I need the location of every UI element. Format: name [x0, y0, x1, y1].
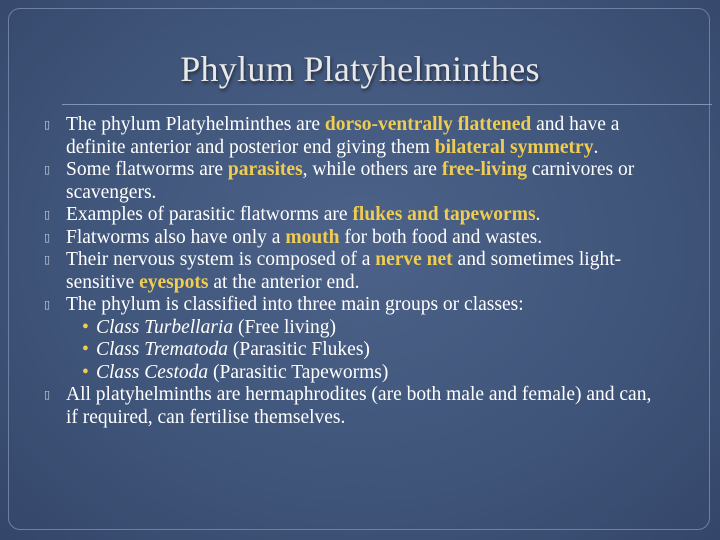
highlight-term: eyespots	[139, 271, 209, 293]
class-list	[66, 317, 662, 385]
bullet-text: Examples of parasitic flatworms are	[66, 204, 353, 225]
highlight-term: flukes and tapeworms	[352, 204, 536, 225]
sub-bullet-icon: •	[82, 339, 89, 360]
highlight-term: parasites	[227, 159, 303, 180]
class-description: (Parasitic Tapeworms)	[208, 361, 389, 383]
bullet-text: and sometimes light-sensitive	[66, 249, 622, 293]
title-divider	[62, 104, 712, 105]
class-name: Class Cestoda	[96, 361, 209, 383]
bullet-marker-icon: ▯	[44, 119, 51, 131]
sub-bullet-icon: •	[82, 316, 89, 338]
highlight-term: nerve net	[375, 249, 453, 270]
bullet-text: at the anterior end.	[208, 271, 360, 293]
bullet-item	[44, 294, 662, 384]
bullet-marker-icon: ▯	[44, 389, 51, 401]
bullet-text: carnivores or scavengers.	[66, 159, 635, 203]
bullet-text: .	[593, 136, 599, 158]
bullet-text: All platyhelminths are hermaphrodites (are both male and female) and can, if required, can fertilise themselves.	[66, 384, 652, 428]
bullet-text: Flatworms also have only a	[66, 226, 286, 248]
bullet-item	[44, 204, 662, 227]
bullet-item	[44, 114, 662, 159]
bullet-list	[44, 114, 662, 429]
bullet-text: for both food and wastes.	[339, 226, 543, 248]
bullet-item	[44, 384, 662, 429]
bullet-text: .	[535, 204, 541, 225]
bullet-marker-icon: ▯	[44, 231, 51, 244]
class-name: Class Trematoda	[96, 339, 229, 360]
slide-title: Phylum Platyhelminthes	[180, 49, 540, 89]
bullet-text: The phylum is classified into three main groups or classes:	[66, 294, 524, 315]
bullet-marker-icon: ▯	[44, 164, 51, 176]
highlight-term: mouth	[285, 226, 340, 248]
highlight-term: dorso-ventrally flattened	[324, 114, 532, 135]
bullet-item	[44, 159, 662, 204]
bullet-text: The phylum Platyhelminthes are	[66, 114, 325, 135]
bullet-item	[44, 226, 662, 250]
class-item	[82, 339, 662, 362]
highlight-term: bilateral symmetry	[434, 136, 594, 158]
bullet-text: Some flatworms are	[66, 159, 228, 180]
sub-bullet-icon: •	[82, 361, 89, 383]
bullet-marker-icon: ▯	[44, 299, 51, 311]
class-name: Class Turbellaria	[96, 316, 234, 338]
bullet-marker-icon: ▯	[44, 254, 51, 266]
bullet-text: and have a definite anterior and posterior end giving them	[66, 114, 620, 158]
bullet-item	[44, 249, 662, 294]
class-description: (Parasitic Flukes)	[228, 339, 370, 360]
bullet-marker-icon: ▯	[44, 209, 51, 221]
bullet-text: Their nervous system is composed of a	[66, 249, 376, 270]
class-item	[82, 362, 662, 385]
bullet-text: , while others are	[302, 159, 442, 180]
highlight-term: free-living	[441, 159, 528, 180]
class-description: (Free living)	[233, 316, 336, 338]
class-item	[82, 317, 662, 340]
